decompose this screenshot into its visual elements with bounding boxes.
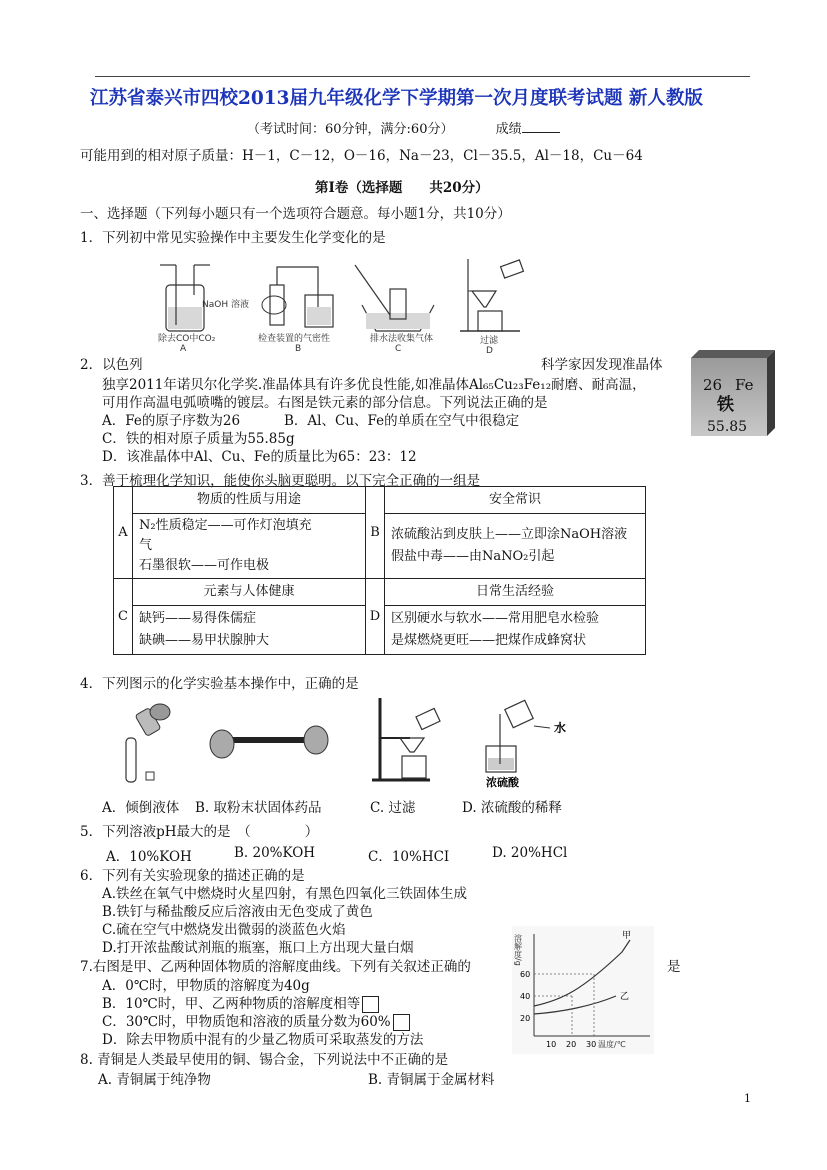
q7-option-c[interactable]: C．30℃时，甲物质饱和溶液的质量分数为60% — [102, 1010, 410, 1031]
q1-cap-b: 检查装置的气密性 — [258, 334, 331, 344]
q3-cell-b: 浓硫酸沾到皮肤上——立即涂NaOH溶液 假盐中毒——由NaNO₂引起 — [385, 514, 646, 579]
xtick-30: 30 — [586, 1040, 597, 1049]
filtration-stand-icon — [372, 698, 440, 780]
q5-option-d[interactable]: D. 20%HCl — [492, 845, 568, 861]
page-number: 1 — [744, 1092, 751, 1105]
q6-option-d[interactable]: D.打开浓盐酸试剂瓶的瓶塞，瓶口上方出现大量白烟 — [102, 940, 414, 956]
q1-letter-a: A — [180, 344, 187, 354]
q3-cell-d: 区别硬水与软水——常用肥皂水检验 是煤燃烧更旺——把煤作成蜂窝状 — [385, 606, 646, 655]
q4-acid-label: 浓硫酸 — [486, 776, 519, 789]
q1-stem: 1．下列初中常见实验操作中主要发生化学变化的是 — [80, 230, 386, 246]
q7-option-d[interactable]: D．除去甲物质中混有的少量乙物质可采取蒸发的方法 — [102, 1032, 424, 1048]
q3-letter-d[interactable]: D — [366, 579, 385, 655]
header-rule — [95, 76, 750, 77]
section-heading: 第Ⅰ卷（选择题 共20分） — [315, 180, 489, 196]
q1-cap-a: 除去CO中CO₂ — [158, 334, 216, 344]
section-instructions: 一、选择题（下列每小题只有一个选项符合题意。每小题1分，共10分） — [80, 206, 511, 222]
q5-option-c[interactable]: C．10%HCI — [368, 849, 450, 865]
tile-symbol: Fe — [735, 376, 754, 394]
q4-option-a[interactable]: A．倾倒液体 — [102, 800, 180, 816]
q1-cap-d: 过滤 — [480, 336, 499, 346]
q1-cap-c: 排水法收集气体 — [370, 334, 434, 344]
chart-ylabel: 溶解度/g — [513, 934, 523, 966]
exam-info: （考试时间：60分钟，满分:60分） 成绩 — [247, 118, 560, 137]
chart-xlabel: 温度/℃ — [598, 1040, 626, 1049]
q3-letter-c[interactable]: C — [114, 579, 133, 655]
q2-line1b: 科学家因发现准晶体 — [541, 357, 663, 373]
q6-option-a[interactable]: A.铁丝在氧气中燃烧时火星四射，有黑色四氧化三铁固体生成 — [102, 886, 468, 902]
q3-head-b: 安全常识 — [385, 487, 646, 514]
q4-option-b[interactable]: B. 取粉末状固体药品 — [195, 800, 322, 816]
q5-option-a[interactable]: A．10%KOH — [106, 849, 192, 865]
q6-option-c[interactable]: C.硫在空气中燃烧发出微弱的淡蓝色火焰 — [102, 922, 346, 938]
ytick-60: 60 — [520, 970, 531, 979]
gas-wash-bottle-icon — [160, 265, 210, 331]
ytick-40: 40 — [520, 992, 531, 1001]
q2-line2: 独享2011年诺贝尔化学奖.准晶体具有许多优良性能,如准晶体Al₆₅Cu₂₃Fe₁₂耐磨、耐高温， — [102, 377, 646, 393]
series-label-yi: 乙 — [620, 992, 630, 1002]
ytick-20: 20 — [520, 1014, 531, 1023]
q1-figures — [150, 255, 540, 355]
water-displacement-icon — [355, 265, 434, 331]
q7-option-b[interactable]: B．10℃时，甲、乙两种物质的溶解度相等 — [102, 992, 379, 1013]
score-label: 成绩 — [495, 122, 522, 137]
q2-line3: 可用作高温电弧喷嘴的镀层。右图是铁元素的部分信息。下列说法正确的是 — [102, 395, 548, 411]
tile-number: 26 — [703, 376, 723, 394]
q4-stem: 4．下列图示的化学实验基本操作中，正确的是 — [80, 676, 359, 692]
q7-stem: 7.右图是甲、乙两种固体物质的溶解度曲线。下列有关叙述正确的 — [80, 959, 471, 975]
q8-option-b[interactable]: B. 青铜属于金属材料 — [368, 1072, 495, 1088]
q3-knowledge-table — [113, 486, 646, 655]
q2-option-c[interactable]: C．铁的相对原子质量为55.85g — [102, 431, 295, 447]
q3-head-d: 日常生活经验 — [385, 579, 646, 606]
xtick-10: 10 — [546, 1040, 557, 1049]
q6-stem: 6．下列有关实验现象的描述正确的是 — [80, 868, 305, 884]
q7-option-a[interactable]: A．0℃时，甲物质的溶解度为40g — [102, 978, 310, 994]
exam-title: 江苏省泰兴市四校2013届九年级化学下学期第一次月度联考试题 新人教版 — [90, 88, 703, 109]
pour-liquid-icon — [126, 704, 170, 782]
q1-letter-b: B — [295, 344, 302, 354]
solubility-chart — [512, 926, 654, 1054]
q2-option-a[interactable]: A．Fe的原子序数为26 — [102, 413, 241, 429]
q3-stem: 3．善于梳理化学知识，能使你头脑更聪明。以下完全正确的一组是 — [80, 473, 481, 489]
q1-letter-d: D — [486, 346, 493, 355]
xtick-20: 20 — [566, 1040, 577, 1049]
airtightness-check-icon — [262, 267, 333, 327]
q8-stem: 8. 青铜是人类最早使用的铜、锡合金，下列说法中不正确的是 — [80, 1052, 449, 1068]
q2-option-b[interactable]: B．Al、Cu、Fe的单质在空气中很稳定 — [284, 413, 520, 429]
q2-option-d[interactable]: D．该准晶体中Al、Cu、Fe的质量比为65：23：12 — [102, 449, 417, 465]
filtration-icon — [460, 259, 523, 331]
q7-stem-end: 是 — [667, 959, 681, 975]
tile-mass: 55.85 — [707, 419, 748, 435]
q8-option-a[interactable]: A. 青铜属于纯净物 — [98, 1072, 211, 1088]
q4-figures — [110, 694, 590, 790]
q4-water-label: 水 — [554, 721, 567, 735]
tile-name: 铁 — [717, 395, 734, 415]
q4-option-d[interactable]: D. 浓硫酸的稀释 — [462, 800, 562, 816]
q1-letter-c: C — [395, 344, 402, 354]
q2-line1a: 2．以色列 — [80, 357, 143, 373]
q1-label-naoh: NaOH 溶液 — [202, 300, 249, 310]
q3-head-a: 物质的性质与用途 — [133, 487, 366, 514]
q3-head-c: 元素与人体健康 — [133, 579, 366, 606]
series-label-jia: 甲 — [622, 931, 632, 941]
acid-dilution-icon — [486, 700, 550, 772]
q3-cell-a: N₂性质稳定——可作灯泡填充 气 石墨很软——可作电极 — [133, 514, 366, 579]
score-blank[interactable] — [522, 132, 560, 133]
atomic-masses: 可能用到的相对原子质量：H－1，C－12，O－16，Na－23，Cl－35.5，Al－18，Cu－64 — [80, 148, 643, 164]
q5-stem: 5．下列溶液pH最大的是 （ ） — [80, 824, 319, 840]
q5-option-b[interactable]: B. 20%KOH — [234, 845, 316, 861]
powder-sampling-icon — [210, 726, 328, 758]
element-tile-iron — [691, 350, 775, 436]
q4-option-c[interactable]: C. 过滤 — [370, 800, 416, 816]
q6-option-b[interactable]: B.铁钉与稀盐酸反应后溶液由无色变成了黄色 — [102, 904, 373, 920]
q3-letter-b[interactable]: B — [366, 487, 385, 579]
q3-cell-c: 缺钙——易得侏儒症 缺碘——易甲状腺肿大 — [133, 606, 366, 655]
q3-letter-a[interactable]: A — [114, 487, 133, 579]
